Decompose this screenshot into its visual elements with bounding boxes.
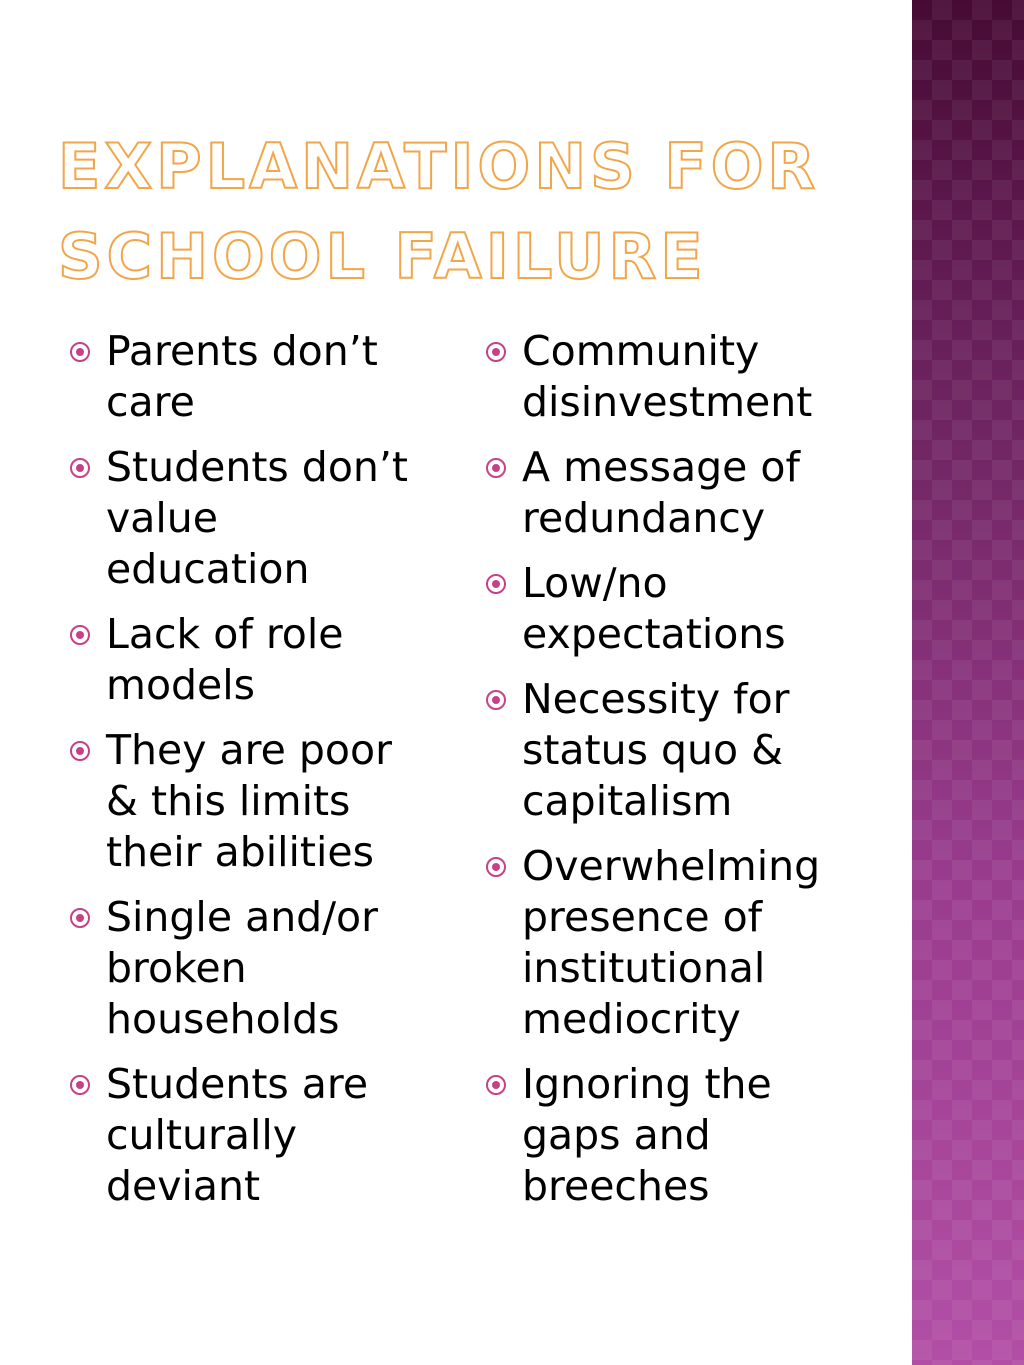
list-item-text: Overwhelming presence of institutional mediocrity (522, 842, 821, 1043)
list-item (484, 1059, 904, 1212)
list-item-text: Lack of role models (106, 610, 344, 709)
list-item (68, 1059, 448, 1212)
target-bullet-icon (70, 1075, 90, 1095)
target-bullet-icon (486, 342, 506, 362)
slide-title (58, 122, 898, 302)
target-bullet-icon (486, 574, 506, 594)
list-item (68, 442, 448, 595)
target-bullet-icon (70, 342, 90, 362)
list-item-text: Students are culturally deviant (106, 1060, 369, 1210)
list-item (68, 725, 448, 878)
list-item-text: Parents don’t care (106, 327, 378, 426)
list-item (484, 442, 904, 544)
title-line: EXPLANATIONS FOR (58, 130, 820, 203)
left-bullet-list (68, 326, 448, 1226)
target-bullet-icon (70, 625, 90, 645)
target-bullet-icon (70, 741, 90, 761)
right-bullet-list (484, 326, 904, 1226)
target-bullet-icon (486, 458, 506, 478)
target-bullet-icon (486, 857, 506, 877)
list-item (484, 674, 904, 827)
list-item-text: Students don’t value education (106, 443, 408, 593)
list-item (484, 841, 904, 1045)
list-item-text: A message of redundancy (522, 443, 800, 542)
title-line: SCHOOL FAILURE (58, 220, 707, 293)
target-bullet-icon (70, 458, 90, 478)
list-item (484, 558, 904, 660)
list-item (68, 326, 448, 428)
list-item-text: Necessity for status quo & capitalism (522, 675, 790, 825)
list-item (484, 326, 904, 428)
list-item-text: They are poor & this limits their abilities (106, 726, 392, 876)
list-item-text: Community disinvestment (522, 327, 813, 426)
list-item (68, 892, 448, 1045)
target-bullet-icon (486, 690, 506, 710)
target-bullet-icon (70, 908, 90, 928)
list-item (68, 609, 448, 711)
target-bullet-icon (486, 1075, 506, 1095)
list-item-text: Low/no expectations (522, 559, 786, 658)
list-item-text: Single and/or broken households (106, 893, 378, 1043)
decorative-side-band (912, 0, 1024, 1365)
list-item-text: Ignoring the gaps and breeches (522, 1060, 772, 1210)
